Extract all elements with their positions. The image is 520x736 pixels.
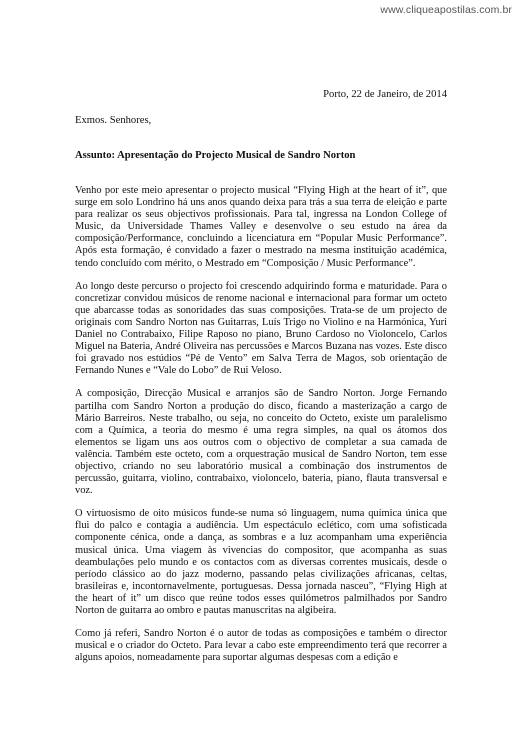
watermark-url: www.cliqueapostilas.com.br	[380, 4, 512, 16]
paragraph-5: Como já referi, Sandro Norton é o autor de todas as composições e também o director musical e o criador do Octeto. Para levar a cabo este empreendimento terá que recorrer a alguns apoios, nomeadamente para suportar algumas despesas com a edição e	[75, 628, 447, 664]
paragraph-4: O virtuosismo de oito músicos funde-se numa só linguagem, numa química única que flui do palco e contagia a audiência. Um espectáculo eclético, com uma sofisticada componente cénica, onde a dança, as sombras e a luz acompanham uma experiência musical única. Uma viagem às vivencias do compositor, que acompanha as suas deambulações pelo mundo e os contactos com as diversas correntes musicais, desde o período clássico ao do jazz moderno, passando pelas civilizações africanas, celtas, brasileiras e, incontornavelmente, portuguesas. Dessa jornada nasceu”, “Flying High at the heart of it” um disco que reúne todos esses quilómetros palmilhados por Sandro Norton de guitarra ao ombro e pautas manuscritas na algibeira.	[75, 508, 447, 616]
letter-body	[75, 185, 447, 675]
paragraph-3: A composição, Direcção Musical e arranjos são de Sandro Norton. Jorge Fernando partilha com Sandro Norton a produção do disco, ficando a masterização a cargo de Mário Barreiros. Neste trabalho, ou seja, no conceito do Octeto, existe um paralelismo com a Química, a teoria do mesmo é uma regra simples, na qual os átomos dos elementos se ligam uns aos outros com o objectivo de completar a sua camada de valência. Também este octeto, com a orquestração musical de Sandro Norton, tem esse objectivo, criando no seu laboratório musical a combinação dos instrumentos de percussão, guitarra, violino, contrabaixo, violoncelo, bateria, piano, flauta transversal e voz.	[75, 388, 447, 497]
greeting: Exmos. Senhores,	[75, 115, 152, 126]
date-line: Porto, 22 de Janeiro, de 2014	[323, 89, 447, 100]
paragraph-2: Ao longo deste percurso o projecto foi crescendo adquirindo forma e maturidade. Para o concretizar convidou músicos de renome nacional e internacional para formar um octeto que abarcasse todas as sonoridades das suas composições. Trata-se de um projecto de originais com Sandro Norton nas Guitarras, Luís Trigo no Violino e na Harmónica, Yuri Daniel no Contrabaixo, Filipe Raposo no piano, Bruno Cardoso no Violoncelo, Carlos Miguel na Bateria, André Oliveira nas percussões e Marcos Buzana nas vozes. Este disco foi gravado nos estúdios “Pé de Vento” em Salva Terra de Magos, sob orientação de Fernando Nunes e “Vale do Lobo” de Rui Veloso.	[75, 280, 447, 377]
paragraph-1: Venho por este meio apresentar o projecto musical “Flying High at the heart of it”, que surge em solo Londrino há uns anos quando deixa para trás a sua terra de eleição e parte para realizar os seus objectivos profissionais. Para tal, ingressa na London College of Music, da Universidade Thames Valley e desenvolve o seu estudo na área da composição/Performance, concluindo a licenciatura em “Popular Music Performance”. Após esta formação, é convidado a fazer o mestrado na mesma instituição académica, tendo concluído com mérito, o Mestrado em “Composição / Music Performance”.	[75, 185, 447, 269]
subject-line: Assunto: Apresentação do Projecto Musical de Sandro Norton	[75, 150, 356, 161]
